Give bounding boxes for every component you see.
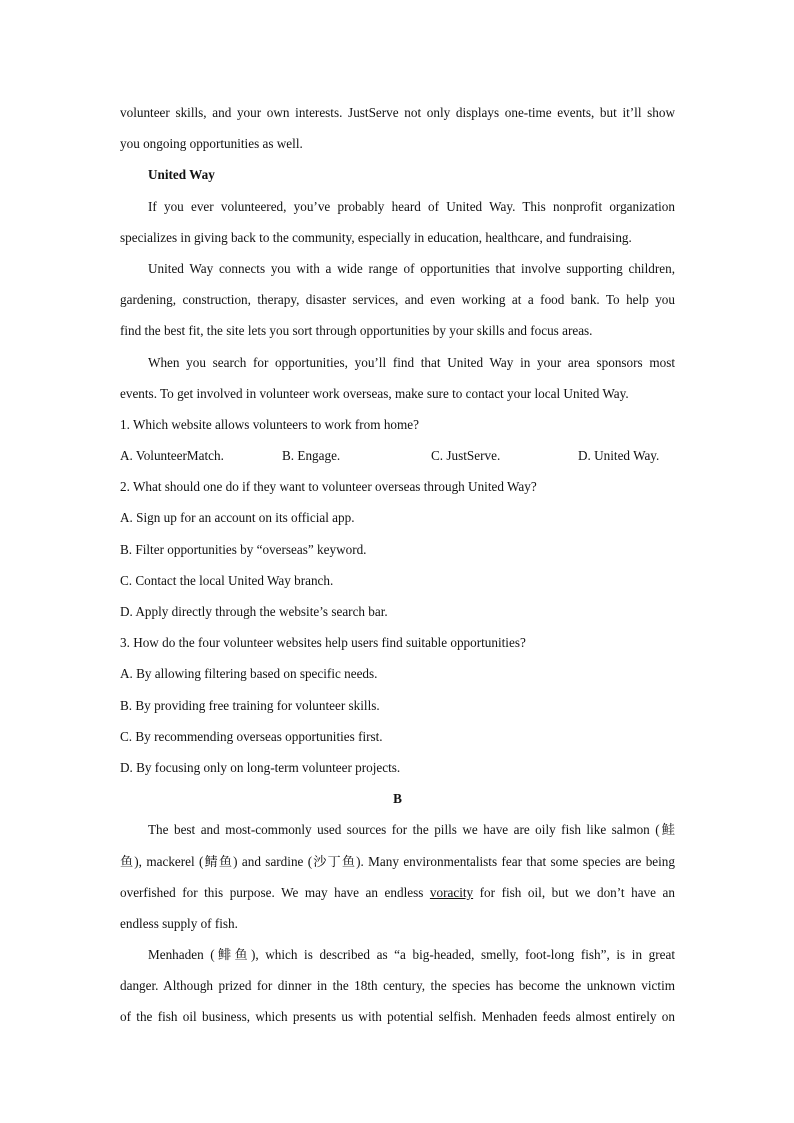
option-c: C. Contact the local United Way branch. — [120, 572, 334, 588]
option-d: D. Apply directly through the website’s search bar. — [120, 604, 388, 619]
passage-line: When you search for opportunities, you’ll find that United Way in your area sponsors most — [148, 354, 675, 370]
option-d: D. United Way. — [578, 448, 660, 464]
option-a: A. By allowing filtering based on specific needs. — [120, 666, 378, 682]
passage-line: volunteer skills, and your own interests. JustServe not only displays one-time events, but it’ll show — [120, 105, 675, 120]
passage-line: If you ever volunteered, you’ve probably heard of United Way. This nonprofit organization — [148, 198, 675, 214]
underlined-word: voracity — [429, 884, 474, 900]
passage-line: events. To get involved in volunteer work overseas, make sure to contact your local United Way. — [120, 385, 629, 401]
passage-text: overfished for this purpose. We may have an endless — [120, 884, 424, 900]
section-heading-united-way: United Way — [148, 167, 215, 183]
section-heading-b: B — [393, 791, 402, 807]
question-stem-3: 3. How do the four volunteer websites help users find suitable opportunities? — [120, 635, 526, 651]
option-a: A. VolunteerMatch. — [120, 448, 224, 464]
question-stem-1: 1. Which website allows volunteers to work from home? — [120, 416, 419, 432]
passage-line: 鱼), mackerel (鲭鱼) and sardine (沙丁鱼). Many environmentalists fear that some species are being — [120, 853, 675, 869]
passage-line: endless supply of fish. — [120, 915, 238, 931]
option-c: C. By recommending overseas opportunities first. — [120, 728, 383, 744]
option-c: C. JustServe. — [431, 448, 501, 464]
passage-line: specializes in giving back to the community, especially in education, healthcare, and fundraising. — [120, 229, 632, 245]
passage-line: gardening, construction, therapy, disaster services, and even working at a food bank. To help you — [120, 292, 675, 308]
passage-line: danger. Although prized for dinner in the 18th century, the species has become the unknown victim — [120, 978, 675, 994]
passage-line: of the fish oil business, which presents us with potential selfish. Menhaden feeds almost entirely on — [120, 1009, 675, 1025]
option-a: A. Sign up for an account on its official app. — [120, 510, 355, 526]
passage-line: Menhaden (鲱鱼), which is described as “a big-headed, smelly, foot-long fish”, is in great — [148, 947, 675, 963]
option-b: B. By providing free training for volunteer skills. — [120, 697, 380, 713]
option-b: B. Engage. — [282, 448, 341, 464]
option-b: B. Filter opportunities by “overseas” keyword. — [120, 541, 367, 557]
question-1-options — [120, 440, 675, 471]
passage-line: United Way connects you with a wide range of opportunities that involve supporting children, — [148, 260, 675, 276]
passage-line — [120, 877, 675, 908]
document-page — [120, 97, 675, 1033]
passage-text: for fish oil, but we don’t have an — [473, 884, 676, 900]
question-stem-2: 2. What should one do if they want to volunteer overseas through United Way? — [120, 479, 537, 495]
option-d: D. By focusing only on long-term volunteer projects. — [120, 759, 401, 775]
passage-line: find the best fit, the site lets you sort through opportunities by your skills and focus areas. — [120, 323, 593, 339]
passage-line: The best and most-commonly used sources for the pills we have are oily fish like salmon (鲑 — [148, 822, 675, 838]
passage-line: you ongoing opportunities as well. — [120, 136, 303, 152]
